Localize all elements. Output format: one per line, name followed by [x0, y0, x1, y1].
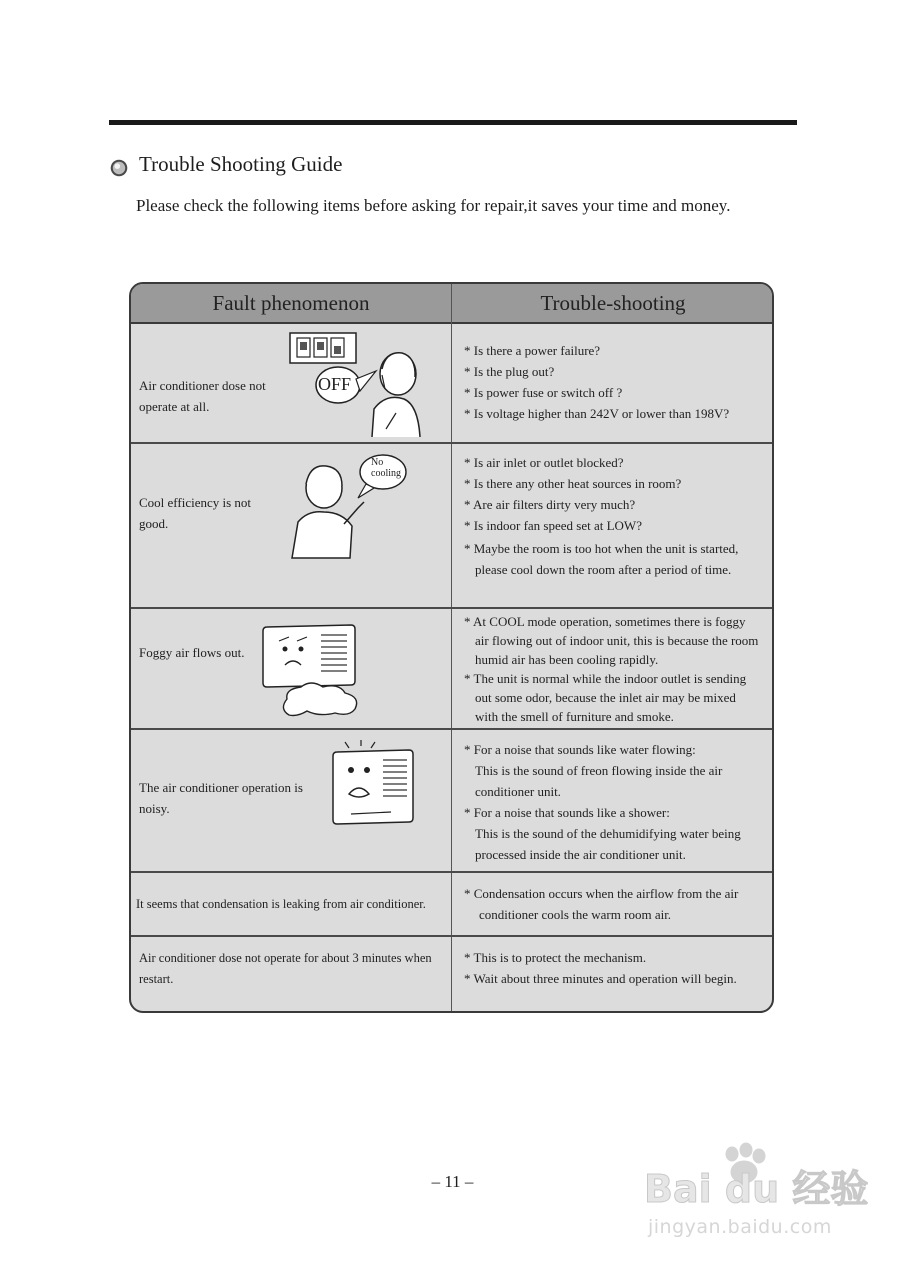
watermark-url: jingyan.baidu.com — [648, 1216, 832, 1238]
solution-line: * Condensation occurs when the airflow from the air — [464, 886, 739, 901]
solutions — [464, 452, 769, 580]
fault-text: Air conditioner dose not operate at all. — [139, 378, 266, 414]
solution-line: * Is there a power failure? — [464, 343, 601, 358]
solution-line: processed inside the air conditioner unit. — [475, 847, 686, 862]
solutions — [464, 883, 769, 925]
power-off-illustration-icon — [286, 329, 421, 437]
solution-line: * For a noise that sounds like water flowing: — [464, 742, 696, 757]
fault-text: The air conditioner operation is noisy. — [139, 780, 303, 816]
solutions — [464, 947, 769, 989]
section-title: Trouble Shooting Guide — [139, 152, 343, 176]
table-row — [131, 873, 772, 937]
solution-line: * The unit is normal while the indoor outlet is sending — [464, 671, 747, 686]
solution-line: * For a noise that sounds like a shower: — [464, 805, 670, 820]
watermark-brand: Bai du 经验 — [644, 1167, 869, 1211]
fault-text: Air conditioner dose not operate for about 3 minutes when restart. — [139, 951, 432, 986]
cooling-label: cooling — [371, 468, 401, 479]
header-trouble: Trouble-shooting — [540, 291, 686, 315]
solution-line: * Wait about three minutes and operation will begin. — [464, 971, 737, 986]
page-number: – 11 – — [431, 1172, 474, 1191]
top-rule — [109, 120, 797, 125]
solution-line: * Is voltage higher than 242V or lower than 198V? — [464, 406, 730, 421]
solution-line: humid air has been cooling rapidly. — [475, 652, 659, 667]
solutions — [464, 340, 769, 424]
solution-line: * Are air filters dirty very much? — [464, 497, 636, 512]
off-label: OFF — [318, 374, 352, 394]
solution-line: with the smell of furniture and smoke. — [475, 709, 674, 724]
table-row — [131, 730, 772, 873]
fault-text: Foggy air flows out. — [139, 645, 245, 660]
header-fault: Fault phenomenon — [212, 291, 370, 315]
solution-line: conditioner cools the warm room air. — [479, 907, 672, 922]
solution-line: conditioner unit. — [475, 784, 561, 799]
solution-line: out some odor, because the inlet air may be mixed — [475, 690, 736, 705]
troubleshooting-table — [129, 282, 774, 1013]
solution-line: please cool down the room after a period of time. — [475, 562, 732, 577]
noisy-unit-illustration-icon — [331, 738, 416, 826]
solutions — [464, 612, 769, 726]
solution-line: * Maybe the room is too hot when the unit is started, — [464, 541, 739, 556]
intro-text: Please check the following items before asking for repair,it saves your time and money. — [136, 196, 731, 215]
solution-line: * Is indoor fan speed set at LOW? — [464, 518, 642, 533]
solution-line: * Is air inlet or outlet blocked? — [464, 455, 624, 470]
solutions — [464, 739, 769, 865]
foggy-unit-illustration-icon — [259, 621, 369, 717]
solution-line: * At COOL mode operation, sometimes there is foggy — [464, 614, 746, 629]
solution-line: * Is power fuse or switch off ? — [464, 385, 623, 400]
section-bullet-icon — [110, 159, 128, 177]
table-row — [131, 937, 772, 1013]
solution-line: * Is the plug out? — [464, 364, 555, 379]
solution-line: air flowing out of indoor unit, this is because the room — [475, 633, 759, 648]
solution-line: * Is there any other heat sources in room? — [464, 476, 682, 491]
fault-text: It seems that condensation is leaking from air conditioner. — [136, 897, 426, 911]
table-row — [131, 322, 772, 444]
no-label: No — [371, 457, 384, 468]
table-row — [131, 444, 772, 609]
solution-line: This is the sound of the dehumidifying water being — [475, 826, 741, 841]
solution-line: This is the sound of freon flowing inside the air — [475, 763, 723, 778]
solution-line: * This is to protect the mechanism. — [464, 950, 647, 965]
table-row — [131, 609, 772, 730]
fault-text: Cool efficiency is not good. — [139, 495, 252, 531]
